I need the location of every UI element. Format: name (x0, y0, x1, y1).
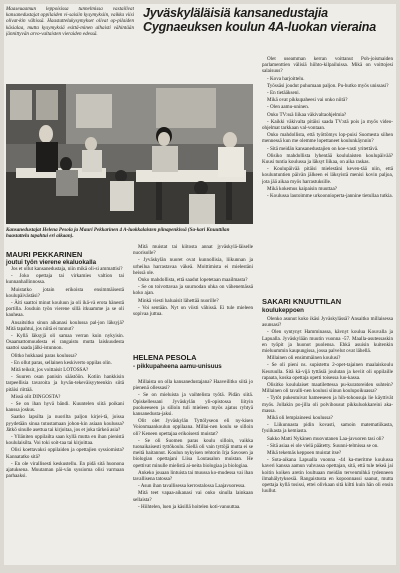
helena-subheading: - pikkupaheena aamu-unisuus (133, 363, 222, 370)
paragraph: Ansaitsitko sinun aikanasi koulussa pal-jon läksyjä? Mitä tapahtui, jos niitä ei tunnut? (6, 319, 124, 332)
mauri-interview-continued (133, 244, 253, 340)
paragraph: Olet useamman kerran voittanut Poh-joismaiden parlamenttien välisiä hiihto-kilpailuissa. Mikä on voittojesi salaisuus? (262, 56, 393, 75)
paragraph: Mikä oli lempiaineesi koulussa? (267, 415, 333, 422)
sakari-interview-text (262, 316, 393, 563)
paragraph: - Hiihtelen, luen ja käsillä hoitelen koti-vanuuttaa. (138, 503, 241, 510)
paragraph: - Ylläniten oppilailta saan kyllä mutta en ihan pienistä koululaisilta. Voi toki soit-taa tai kirjoittaa. (6, 434, 124, 447)
helena-interview-text (133, 379, 253, 563)
paragraph: - Se on mieluista ja vaihtelista työtä. Pidän siitä. Opiskellessani Jyväskylän yli-opistossa liityin puolueeseen ja silloin tuli mieleen myös ajatus ryhtyä kansanedusta-jaksi. (133, 392, 253, 418)
paragraph: - Olen syntynyt Hamminassa, kävnyt koulua Kouvalla ja Lapualla. Jyväskylään muutin vuonna -57. Maalla-asutessaskin en työpit ja huonot puolensa. Ehkä asuisin kuitenkin mieluummin kaupungissa, jossa palvelut ovat lähellä. (262, 329, 393, 355)
photo-caption: Kansanedustajat Helena Pesola ja Mauri Pekkarinen 4 A-luokkalaisten piinapenkissä (Sa-kari Knuuttilan haastattelu tapahtui eri aikaan). (6, 227, 230, 240)
paragraph: Olit olet Jyväskylän Tyttölyseon eli ny-kisen Voionmaankoulun oppilaana. Millai-nen koulu se silloin oli? Keneen opettajaa erikoisesti muistat? (133, 418, 253, 437)
newspaper-page (4, 4, 396, 565)
photo-illustration (6, 84, 253, 224)
mauri-interview-text (6, 266, 124, 563)
paragraph: - Joko opettaja tai virkamies valtion tai kunnanhallinnossa. (6, 273, 124, 286)
mauri-heading: MAURI PEKKARINEN (6, 250, 83, 259)
helena-heading: HELENA PESOLA (133, 353, 197, 362)
paragraph: Olisiko mahdollista lyhentää koululaisten koulupäivää? Kuusi tuntia koulussa ja läksyt liikaa, on aika raskas. (262, 152, 393, 166)
intro-paragraph: Maaseuaamun leppoisissa tunnelmissa vastailivat kansanedustajat oppilaiden vi-saisiin kysymyksiin, vaikka viisi olivat-kin vähissä. Haastattelukysymykset olivat op-pilaiden käsialaa, mutta kysymyksiä esittä-minen alhaisti vähintään jännittyvän arvo-valtaisten vieraiden edessä. (6, 6, 134, 37)
paragraph: Saatko lapsilta ja nuorilta paljon kirjei-tä, joissa pyydetään sinua tutustamaan johon-kin asiaan koulussa? Jätkö sinulle asettua tai kirjoitaa, jos et joka tärkeä asia? (6, 414, 124, 433)
paragraph: - Kyllä läksyjä oli samaa verran kuin nykyisin. Osaamattomuudesta ei rangaistu mutta laiskuudesta saattoi saada jälki-istunnon. (6, 333, 124, 352)
paragraph: - Koulussa lautoimme urkoonnioperta-jannine tietullaa tutkia. (267, 193, 393, 200)
paragraph: Olisitko koululaiset maatilettessa pu-kuratoreiden suhtein? Millainen oli tavalli-nen koulusi siinun koulupoikuassa? (262, 382, 393, 395)
paragraph: Onko TV:ssä liikaa väkivaltaohjelmia? (267, 111, 347, 118)
paragraph: - Se oli Suomen paras koulu silloin, vaikka tuonaikaisesti tyttökoulu. Siellä oli vain tyttöjä mutta ei se meitä haitannut. Koulun nykyisen rehtorin Irja Savosen ja biologian opettajani Liisa Loutasalon muistan. He opettivat minulle mielistä ai-neita biologiaa ja biologiaa. (133, 437, 253, 469)
helena-interview-continued (262, 56, 393, 295)
paragraph: - Asun ihan tavallisessa kerrostalossa Laajavuoressa. (138, 483, 246, 490)
paragraph: Olitko hukkaasi paras koulussa? (11, 352, 77, 359)
paragraph: - Koulupäivää pitäisi mielestäni keven-tää niin, että kouluntuntien päivän jälkeen ei läksyistä menisi kovin paljoa, jota jää aikaa myös harrastuksille. (262, 166, 393, 185)
paragraph: - Se oli pieni ns. supistettu 2-opet-tajainen maalaiskoulu Keuruulla. Sitä kä-vijä tyttäsiä joulutan ja keviit oli oppilaille rapaata, koska opettaja opetti toisessa luo-kassa. (262, 362, 393, 381)
paragraph: - Äiti saattoi minut kouluun ja oli ikä-vä erota hänestä portilla. Jouduin työn vierene sillä itkuamme ja se oli kauheaa. (6, 300, 124, 319)
paragraph: Mitä muistat tai kiitosta annat jyväskylä-läiselle nuorisolle? (133, 244, 253, 257)
paragraph: - Kaikki väkivalta pitäisi saada TV:stä pois ja myös video-ohjelmat tarkkaan val-vontaan. (262, 118, 393, 132)
paragraph: Ankeko jouaan lintuista tai muussa ko-mudessa vai ihan tavallisena tatossa? (133, 469, 253, 483)
paragraph: - En ollut paras, sellainen keskiverto oppilas olin. (11, 359, 112, 366)
paragraph: Millaista on olla kansanedustajana? Haaveilitko siitä jo pienenä ollessasi? (133, 379, 253, 392)
paragraph: - Olen aamu-uninen. (267, 104, 310, 111)
paragraph: - Sitä asiaa ei ole vielä päätetty. Suunni-telmissa se on. (267, 442, 379, 449)
paragraph: - Se on ihan hyvä bändi. Kuuntelen siitä poikani kanssa joskus. (6, 401, 124, 414)
paragraph: Minkä viesti haluaisit lähettää nuorille? (138, 297, 219, 304)
paragraph: - Sitä meidän kansanedustajien on koe-vasti yritettävä. (267, 145, 379, 152)
classroom-photo (6, 84, 253, 224)
paragraph: Mitä teet vapaa-aikanasi vai onko sinulla lainkaan sellaista? (133, 490, 253, 503)
paragraph: Missä olit DINGOSTA? (11, 393, 61, 400)
paragraph: - Jyväskylän nuoret ovat kunnollisia, liikunnan ja urheilua harrastavaa väkeä. Moittimista ei mielestäni heissä ole. (133, 257, 253, 276)
paragraph: - Se on toivottavaa ja suurnodan uhka on vähenemässä koko ajan. (133, 284, 253, 297)
headline-line-2: Cygnaeuksen koulun 4A-luokan vieraina (143, 19, 376, 34)
paragraph: Mitä teiksit, jos voittaisit LOTOSSA? (11, 367, 89, 374)
paragraph: - Voi sentään. Nyt on viisti vähissä. Ei tule mieleen sopivaa juttua. (133, 304, 253, 318)
paragraph: Mikä kokemus kaipaisin muuttaa? (267, 185, 338, 192)
paragraph: Sakko Matti Nykänen muovutanen Laa-javuoren tasi oli? (267, 435, 384, 442)
paragraph: - Liikunnasta pidin kovasti, samoin matematiikasta, fysiikasta ja kemiasta. (262, 422, 393, 435)
paragraph: - Suuren osan panisin säästöön. Kotiin hankkisin tarpeellisia tavaroita ja hyvän-tekeväisyyteenkin siitä pitäisi riittää. (6, 374, 124, 393)
paragraph: Olenko asunut koko ikäsi Jyväskylässä? Ansaitko millaisessa asunsasi? (262, 316, 393, 329)
paragraph: - Sota-aikana Lapualla vuonna -44 ka-meritme koulussa kaveri kanssa aamun vahvassa opettajan, sitä, että tule tekeä jai koitin koiken aretin loultuaan meidän tervenmihkä tydenneen ilmahälytyksesiä. Rangaistusta en kopoonnassi saanut, mutta opettaja kyllä tosissi, ettei olivkaan sitä kiltti kuin hän oli ensin luullut. (262, 457, 393, 495)
paragraph: - Tytöt pukeutuivat hameeseen ja hih-tohousuja lie käyttivät myös. Jollakin po-jilla oli polvihousut pikkuluokkareini aka-massa. (262, 395, 393, 414)
article-headline (143, 7, 393, 34)
paragraph: Mikä ovat pikkupaheesi vai onko niitä? (267, 97, 348, 104)
mauri-subheading: joutui työn vierene ekaluokalla (6, 259, 97, 266)
paragraph: Työssäsi joudut puhumaan paljon. Pu-hutko myös unissasi? (267, 82, 389, 89)
sakari-heading: SAKARI KNUUTTILAN (262, 297, 342, 306)
paragraph: - Kova harjoittelu. (267, 75, 305, 82)
headline-line-1: Jyväskyläläisiä kansanedustajia (143, 6, 328, 20)
paragraph: Millainen oli ensimmäinen koulusi? (267, 355, 341, 362)
paragraph: Muistatko jotain erikoista ensimmäisestä koulupäivästäsi? (6, 286, 124, 299)
paragraph: Jos et ollut kansanedustaja, niin mikä oli-si ammattisi? (11, 266, 123, 272)
paragraph: Onko mahdollista, että työttömys lop-puisi Suomesta siihen mennessä kun me olemme lopettaneet koulunkäynnin? (262, 132, 393, 145)
paragraph: - En tietääkseni. (267, 90, 300, 97)
intro-text (6, 6, 134, 68)
paragraph: - En ole virallisesti keskustellu. En pidä sitä huonona ajatuksena. Muutaman päi-vän syssioma olisi varmaan parhaaksi. (6, 460, 124, 480)
paragraph: Olisi koettavaksi oppilaiden ja opettajien syssiomista? Kannatatko sitä? (6, 447, 124, 460)
sakari-subheading: koulukeppoen (262, 307, 304, 314)
paragraph: Onko mahdollista, että saadut lopetetaan maailmasta? (138, 277, 248, 284)
paragraph: Mikä tekemäs keppoen muistat itse? (267, 450, 342, 457)
